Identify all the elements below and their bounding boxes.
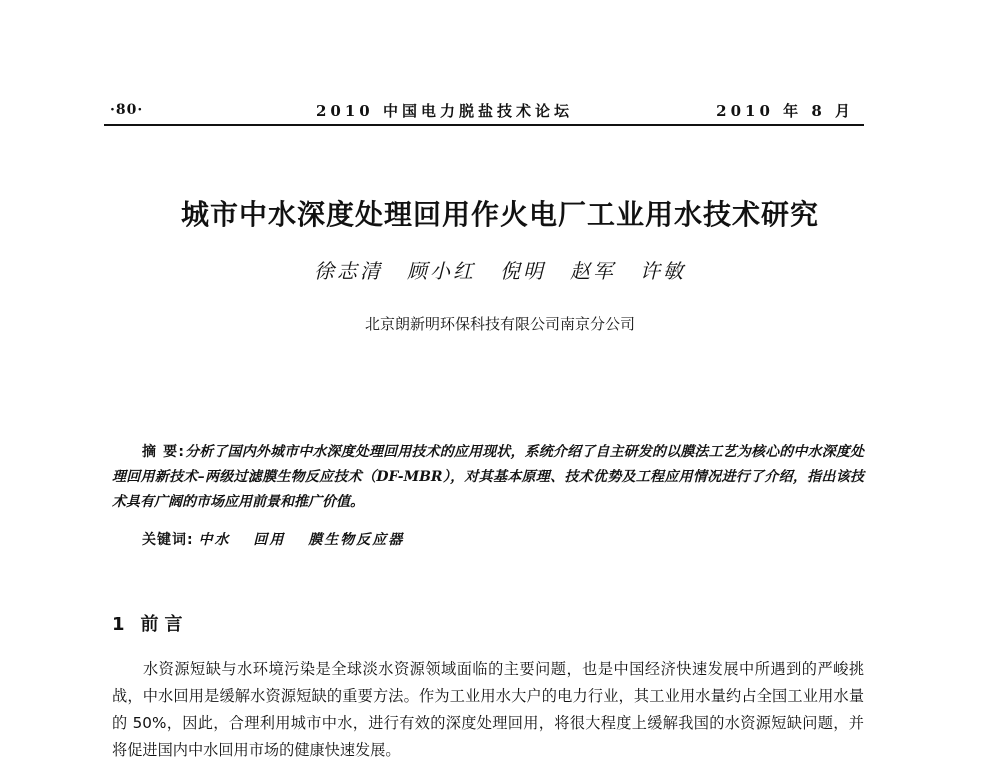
page-number: ·80· xyxy=(110,102,144,118)
journal-name: 2010 中国电力脱盐技术论坛 xyxy=(316,102,573,120)
keyword: 膜生物反应器 xyxy=(308,532,405,548)
affiliation: 北京朗新明环保科技有限公司南京分公司 xyxy=(364,315,635,333)
abstract-label: 摘 要: xyxy=(142,444,185,460)
keywords-label: 关键词: xyxy=(142,532,194,548)
keywords xyxy=(142,528,422,553)
abstract-text: 分析了国内外城市中水深度处理回用技术的应用现状，系统介绍了自主研发的以膜法工艺为核心的中水深度处理回用新技术–两级过滤膜生物反应技术（DF-MBR），对其基本原理、技术优势及工程应用情况进行了介绍，指出该技术具有广阔的市场应用前景和推广价值。 xyxy=(112,444,864,510)
author-name: 赵军 xyxy=(570,259,616,283)
keyword: 中水 xyxy=(198,532,231,548)
author-list xyxy=(0,257,1000,285)
section-number: 1 xyxy=(112,614,125,635)
keyword: 回用 xyxy=(253,532,286,548)
paper-title: 城市中水深度处理回用作火电厂工业用水技术研究 xyxy=(180,198,819,231)
author-name: 顾小红 xyxy=(407,259,476,283)
section-title: 前言 xyxy=(140,614,189,635)
body-paragraph: 水资源短缺与水环境污染是全球淡水资源领域面临的主要问题，也是中国经济快速发展中所遇到的严峻挑战，中水回用是缓解水资源短缺的重要方法。作为工业用水大户的电力行业，其工业用水量约占全国工业用水量的 50%，因此，合理利用城市中水，进行有效的深度处理回用，将很大程度上缓解我国的水资源短缺问题，并将促进国内中水回用市场的健康快速发展。 xyxy=(112,660,864,759)
author-name: 倪明 xyxy=(500,259,546,283)
running-header xyxy=(104,96,864,126)
author-name: 徐志清 xyxy=(314,259,383,283)
author-name: 许敏 xyxy=(640,259,686,283)
issue-date: 2010 年 8 月 xyxy=(716,102,854,120)
section-heading xyxy=(112,612,189,638)
abstract xyxy=(112,440,864,515)
